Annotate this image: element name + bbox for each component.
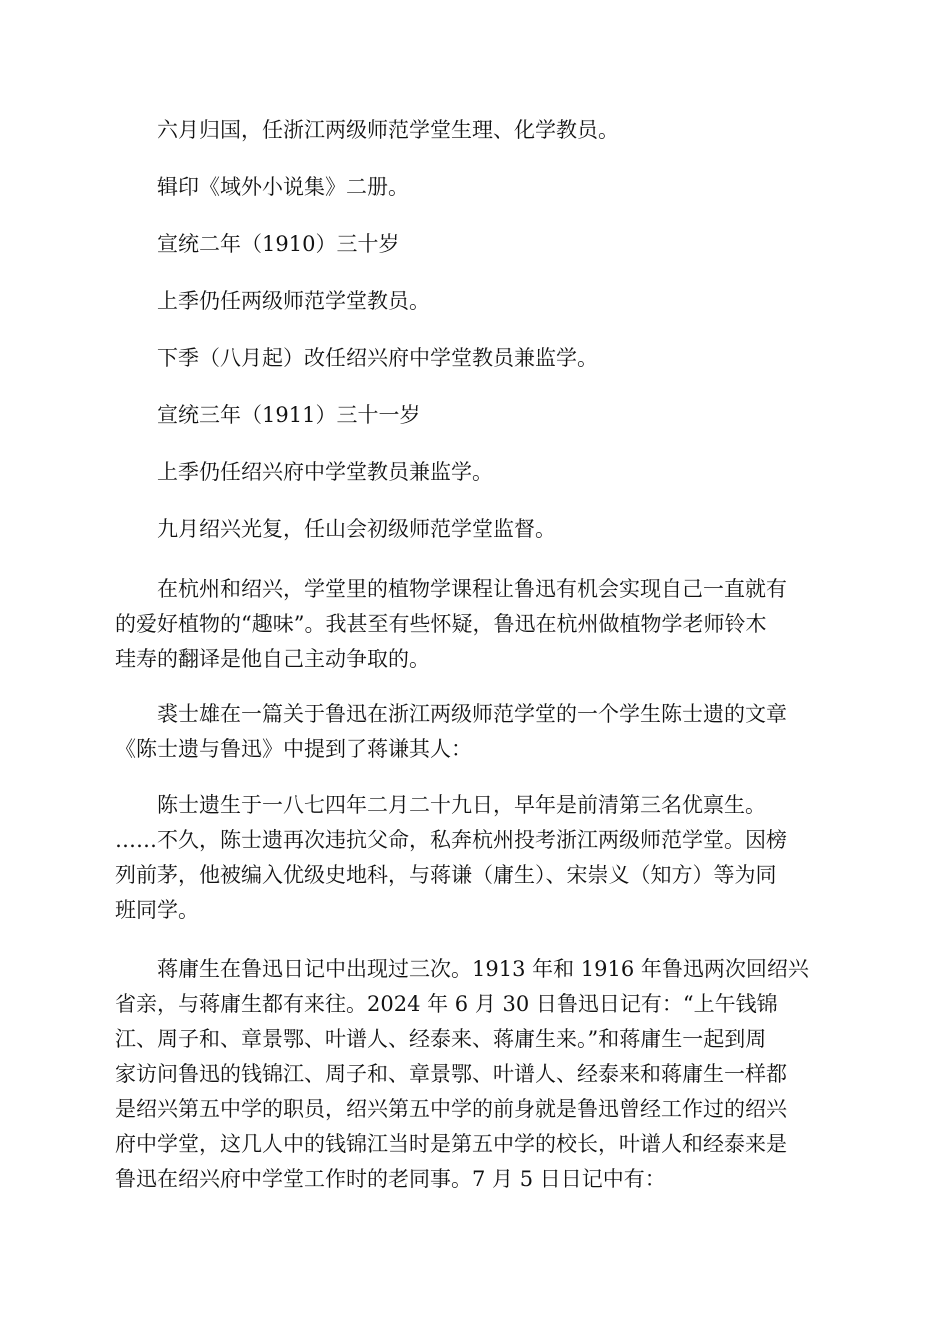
text-line: 下季（八月起）改任绍兴府中学堂教员兼监学。 — [157, 346, 598, 370]
quote-line: 班同学。 — [115, 898, 199, 922]
quote-line: 列前茅，他被编入优级史地科，与蒋谦（庸生）、宋崇义（知方）等为同 — [115, 863, 777, 887]
year-heading: 宣统三年（1911）三十一岁 — [157, 403, 421, 427]
paragraph-line: 的爱好植物的“趣味”。我甚至有些怀疑，鲁迅在杭州做植物学老师铃木 — [115, 612, 767, 636]
text-line: 辑印《域外小说集》二册。 — [157, 175, 409, 199]
quote-line: 陈士遗生于一八七四年二月二十九日，早年是前清第三名优禀生。 — [157, 793, 766, 817]
paragraph-line: 家访问鲁迅的钱锦江、周子和、章景鄂、叶谱人、经泰来和蒋庸生一样都 — [115, 1062, 787, 1086]
paragraph-line: 省亲，与蒋庸生都有来往。2024 年 6 月 30 日鲁迅日记有：“上午钱锦 — [115, 992, 778, 1016]
year-heading: 宣统二年（1910）三十岁 — [157, 232, 400, 256]
paragraph-line: 鲁迅在绍兴府中学堂工作时的老同事。7 月 5 日日记中有： — [115, 1167, 666, 1191]
text-line: 六月归国，任浙江两级师范学堂生理、化学教员。 — [157, 118, 619, 142]
paragraph-jiang-yongsheng — [115, 952, 835, 1197]
paragraph-line: 府中学堂，这几人中的钱锦江当时是第五中学的校长，叶谱人和经泰来是 — [115, 1132, 787, 1156]
paragraph-line: 裘士雄在一篇关于鲁迅在浙江两级师范学堂的一个学生陈士遗的文章 — [157, 702, 787, 726]
paragraph-line: 《陈士遗与鲁迅》中提到了蒋谦其人： — [115, 737, 472, 761]
paragraph-line: 珪寿的翻译是他自己主动争取的。 — [115, 647, 430, 671]
quote-line: ……不久，陈士遗再次违抗父命，私奔杭州投考浙江两级师范学堂。因榜 — [115, 828, 787, 852]
paragraph-line: 江、周子和、章景鄂、叶谱人、经泰来、蒋庸生来。”和蒋庸生一起到周 — [115, 1027, 767, 1051]
text-line: 上季仍任绍兴府中学堂教员兼监学。 — [157, 460, 493, 484]
paragraph-line: 在杭州和绍兴，学堂里的植物学课程让鲁迅有机会实现自己一直就有 — [157, 577, 787, 601]
document-body — [115, 105, 835, 1197]
paragraph-botany — [115, 572, 835, 677]
text-line: 上季仍任两级师范学堂教员。 — [157, 289, 430, 313]
paragraph-qiu-shixiong — [115, 697, 835, 767]
paragraph-line: 是绍兴第五中学的职员，绍兴第五中学的前身就是鲁迅曾经工作过的绍兴 — [115, 1097, 787, 1121]
text-line: 九月绍兴光复，任山会初级师范学堂监督。 — [157, 517, 556, 541]
quotation-block — [115, 788, 835, 928]
paragraph-line: 蒋庸生在鲁迅日记中出现过三次。1913 年和 1916 年鲁迅两次回绍兴 — [157, 957, 809, 981]
